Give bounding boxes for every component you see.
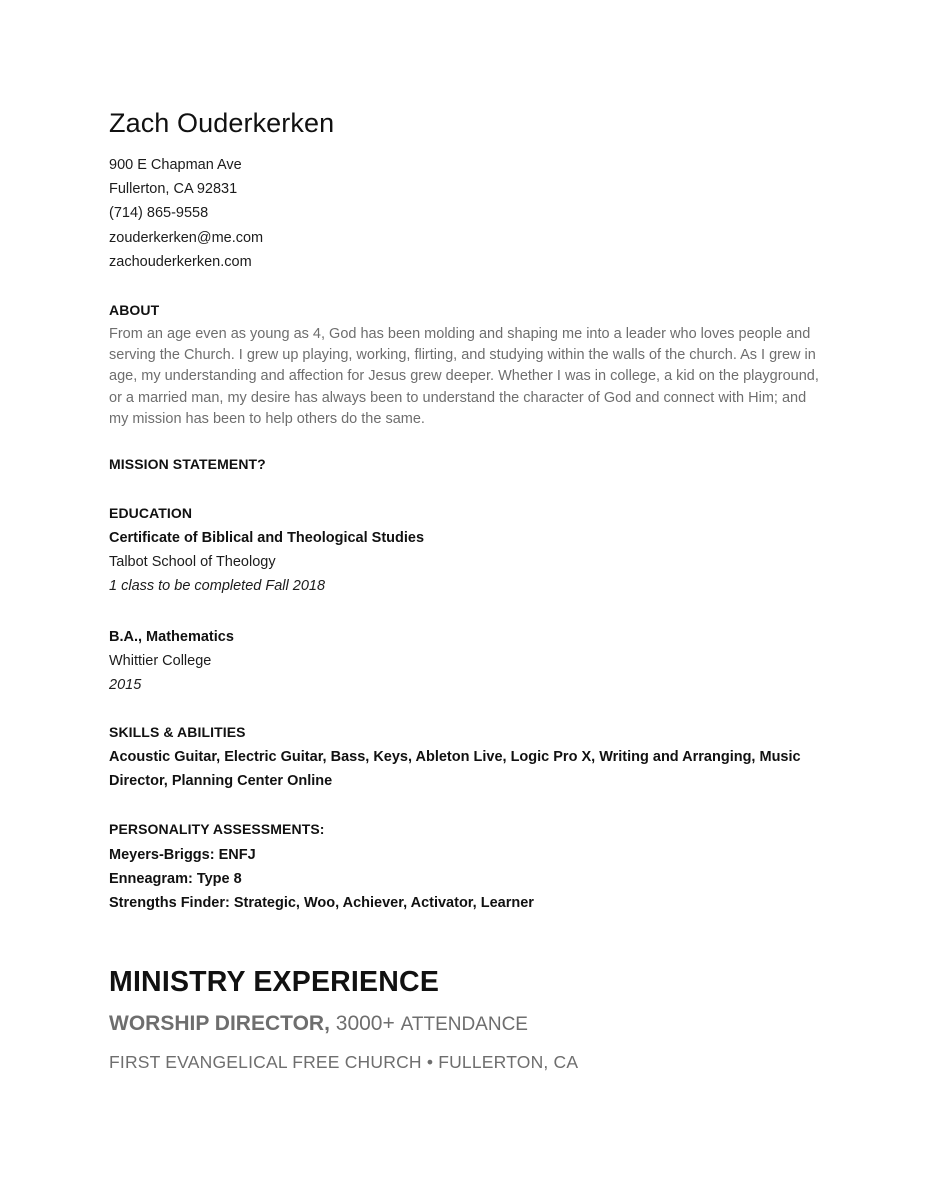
address-line-2: Fullerton, CA 92831	[109, 181, 238, 198]
address-line-1: 900 E Chapman Ave	[109, 157, 242, 173]
skills-heading: SKILLS & ABILITIES	[109, 724, 246, 740]
personality-item: Meyers-Briggs: ENFJ	[109, 847, 256, 863]
skills-text: Acoustic Guitar, Electric Guitar, Bass, Keys, Ableton Live, Logic Pro X, Writing and Arranging, Music Director, Planning Center Online	[109, 749, 801, 790]
email-address: zouderkerken@me.com	[109, 229, 264, 246]
contact-block	[109, 153, 263, 274]
education-note: 2015	[109, 677, 142, 694]
education-note: 1 class to be completed Fall 2018	[109, 578, 326, 595]
website-url: zachouderkerken.com	[109, 253, 252, 270]
personality-item: Enneagram: Type 8	[109, 871, 242, 888]
ministry-heading: MINISTRY EXPERIENCE	[109, 966, 440, 998]
role-attendance-label: ATTENDANCE	[400, 1014, 528, 1035]
about-text: From an age even as young as 4, God has been molding and shaping me into a leader who loves people and serving the Church. I grew up playing, working, flirting, and studying within the walls of the church. As I grew in age, my understanding and affection for Jesus grew deeper. Whether I was in college, a kid on the playground, or a married man, my desire has always been to understand the character of God and connect with Him; and my mission has been to help others do the same.	[109, 326, 819, 427]
phone-number: (714) 865-9558	[109, 205, 209, 222]
resume-name: Zach Ouderkerken	[109, 108, 335, 138]
education-degree: B.A., Mathematics	[109, 629, 234, 645]
education-entry	[109, 625, 234, 698]
personality-item: Strengths Finder: Strategic, Woo, Achiever, Activator, Learner	[109, 895, 534, 912]
personality-heading: PERSONALITY ASSESSMENTS:	[109, 821, 325, 837]
education-school: Whittier College	[109, 653, 212, 670]
about-heading: ABOUT	[109, 302, 160, 318]
education-degree: Certificate of Biblical and Theological Studies	[109, 530, 425, 546]
education-school: Talbot School of Theology	[109, 554, 276, 571]
role-attendance-count: 3000+	[335, 1012, 395, 1035]
mission-heading: MISSION STATEMENT?	[109, 456, 266, 472]
organization-line: FIRST EVANGELICAL FREE CHURCH • FULLERTON, CA	[109, 1052, 579, 1072]
personality-list	[109, 843, 534, 916]
role-line	[109, 1012, 528, 1036]
education-heading: EDUCATION	[109, 505, 193, 521]
role-title: WORSHIP DIRECTOR,	[109, 1012, 330, 1035]
education-entry	[109, 526, 424, 599]
